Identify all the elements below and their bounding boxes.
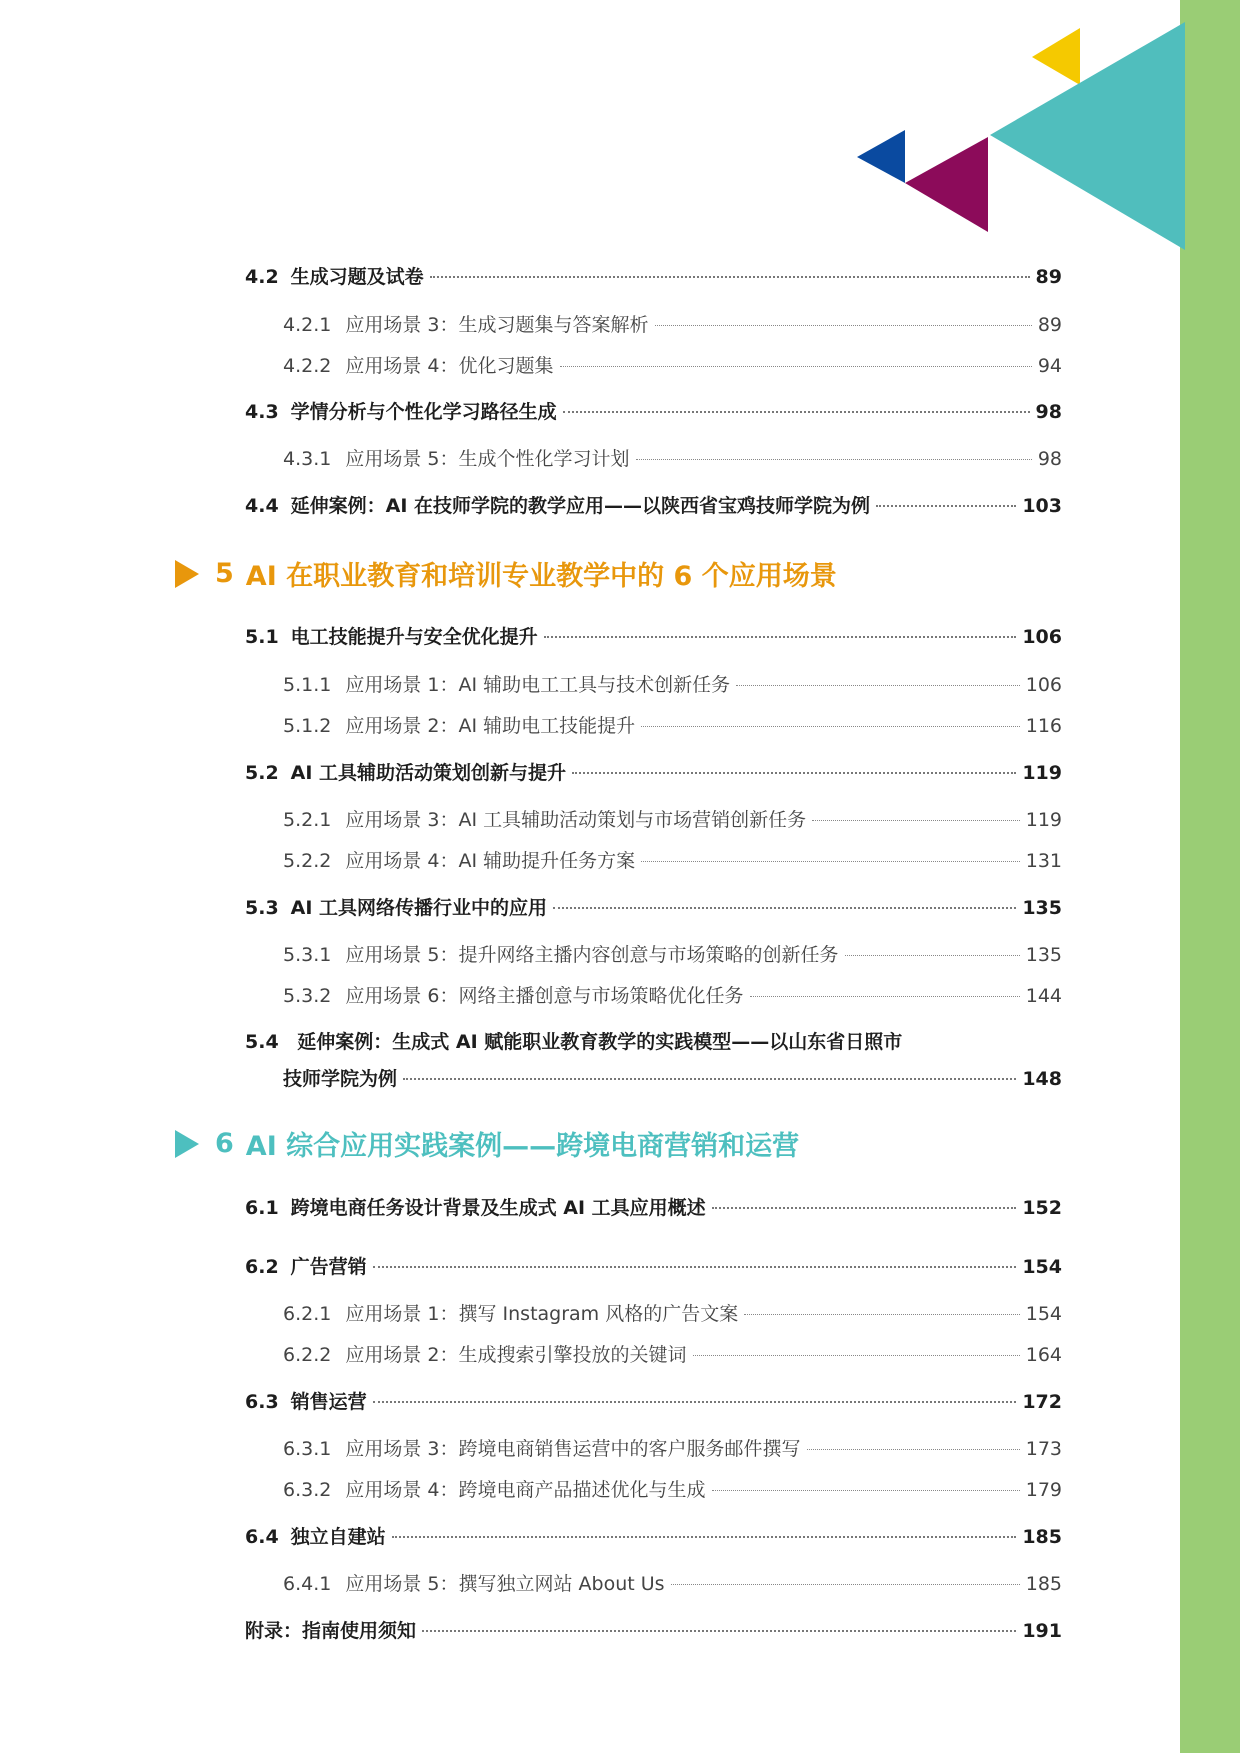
decorative-triangles xyxy=(0,0,1240,260)
toc-entry-5-3-2[interactable]: 5.3.2 应用场景 6：网络主播创意与市场策略优化任务 144 xyxy=(283,985,1062,1007)
toc-entry-4-3[interactable]: 4.3 学情分析与个性化学习路径生成 98 xyxy=(245,401,1062,423)
dot-leader xyxy=(430,276,1030,278)
toc-entry-5-1-2[interactable]: 5.1.2 应用场景 2：AI 辅助电工技能提升 116 xyxy=(283,715,1062,737)
dot-leader xyxy=(812,820,1020,821)
dot-leader xyxy=(744,1314,1020,1315)
dot-leader xyxy=(671,1584,1020,1585)
toc-entry-4-2[interactable]: 4.2 生成习题及试卷 89 xyxy=(245,266,1062,288)
dot-leader xyxy=(563,411,1030,413)
dot-leader xyxy=(641,726,1020,727)
toc-entry-6-3[interactable]: 6.3 销售运营 172 xyxy=(245,1391,1062,1413)
dot-leader xyxy=(572,772,1016,774)
dot-leader xyxy=(712,1207,1017,1209)
dot-leader xyxy=(750,996,1020,997)
toc-entry-5-1-1[interactable]: 5.1.1 应用场景 1：AI 辅助电工工具与技术创新任务 106 xyxy=(283,674,1062,696)
toc-entry-6-4-1[interactable]: 6.4.1 应用场景 5：撰写独立网站 About Us 185 xyxy=(283,1573,1062,1595)
dot-leader xyxy=(876,505,1016,507)
dot-leader xyxy=(636,459,1032,460)
dot-leader xyxy=(373,1401,1017,1403)
dot-leader xyxy=(655,325,1032,326)
dot-leader xyxy=(807,1449,1020,1450)
toc-entry-4-4[interactable]: 4.4 延伸案例：AI 在技师学院的教学应用——以陕西省宝鸡技师学院为例 103 xyxy=(245,495,1062,517)
toc-entry-5-4[interactable]: 5.4 延伸案例：生成式 AI 赋能职业教育教学的实践模型——以山东省日照市 技师学院为例 148 xyxy=(245,1031,1062,1090)
toc-entry-5-1[interactable]: 5.1 电工技能提升与安全优化提升 106 xyxy=(245,626,1062,648)
dot-leader xyxy=(845,955,1020,956)
toc-entry-5-2[interactable]: 5.2 AI 工具辅助活动策划创新与提升 119 xyxy=(245,762,1062,784)
toc-entry-appendix[interactable]: 附录：指南使用须知 191 xyxy=(245,1620,1062,1642)
toc-entry-5-3[interactable]: 5.3 AI 工具网络传播行业中的应用 135 xyxy=(245,897,1062,919)
dot-leader xyxy=(553,907,1016,909)
toc-entry-6-2[interactable]: 6.2 广告营销 154 xyxy=(245,1256,1062,1278)
toc-entry-4-2-1[interactable]: 4.2.1 应用场景 3：生成习题集与答案解析 89 xyxy=(283,314,1062,336)
dot-leader xyxy=(373,1266,1017,1268)
dot-leader xyxy=(403,1078,1016,1080)
dot-leader xyxy=(544,636,1017,638)
dot-leader xyxy=(422,1630,1016,1632)
chapter-arrow-icon xyxy=(175,560,199,588)
dot-leader xyxy=(392,1536,1017,1538)
toc-entry-6-2-1[interactable]: 6.2.1 应用场景 1：撰写 Instagram 风格的广告文案 154 xyxy=(283,1303,1062,1325)
toc-entry-6-4[interactable]: 6.4 独立自建站 185 xyxy=(245,1526,1062,1548)
toc-entry-5-2-2[interactable]: 5.2.2 应用场景 4：AI 辅助提升任务方案 131 xyxy=(283,850,1062,872)
blue-triangle xyxy=(857,130,905,183)
toc-entry-6-3-2[interactable]: 6.3.2 应用场景 4：跨境电商产品描述优化与生成 179 xyxy=(283,1479,1062,1501)
magenta-triangle xyxy=(905,137,988,232)
dot-leader xyxy=(712,1490,1020,1491)
right-green-bar xyxy=(1180,0,1240,1753)
dot-leader xyxy=(641,861,1020,862)
toc-entry-6-1[interactable]: 6.1 跨境电商任务设计背景及生成式 AI 工具应用概述 152 xyxy=(245,1197,1062,1219)
dot-leader xyxy=(560,366,1032,367)
yellow-triangle xyxy=(1032,28,1080,85)
toc-entry-5-3-1[interactable]: 5.3.1 应用场景 5：提升网络主播内容创意与市场策略的创新任务 135 xyxy=(283,944,1062,966)
toc-entry-6-2-2[interactable]: 6.2.2 应用场景 2：生成搜索引擎投放的关键词 164 xyxy=(283,1344,1062,1366)
chapter-arrow-icon xyxy=(175,1130,199,1158)
dot-leader xyxy=(693,1355,1020,1356)
toc-entry-5-2-1[interactable]: 5.2.1 应用场景 3：AI 工具辅助活动策划与市场营销创新任务 119 xyxy=(283,809,1062,831)
toc-entry-4-2-2[interactable]: 4.2.2 应用场景 4：优化习题集 94 xyxy=(283,355,1062,377)
toc-entry-4-3-1[interactable]: 4.3.1 应用场景 5：生成个性化学习计划 98 xyxy=(283,448,1062,470)
chapter-6-heading[interactable]: 6 AI 综合应用实践案例——跨境电商营销和运营 xyxy=(175,1124,799,1163)
dot-leader xyxy=(736,685,1020,686)
teal-triangle xyxy=(990,22,1185,250)
toc-entry-6-3-1[interactable]: 6.3.1 应用场景 3：跨境电商销售运营中的客户服务邮件撰写 173 xyxy=(283,1438,1062,1460)
chapter-5-heading[interactable]: 5 AI 在职业教育和培训专业教学中的 6 个应用场景 xyxy=(175,554,837,593)
